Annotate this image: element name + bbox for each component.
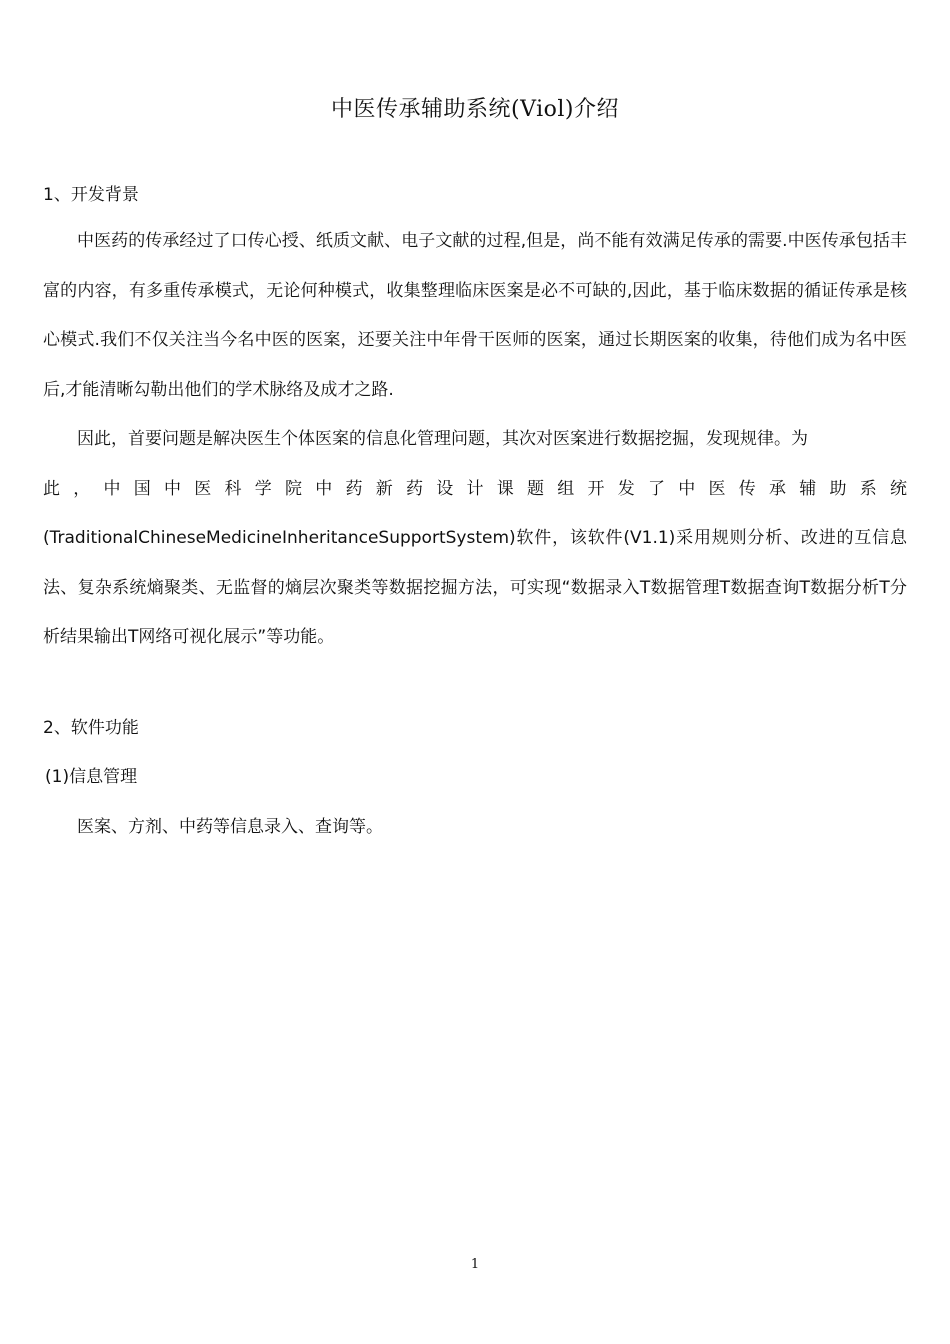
subsection-heading-info-management: (1)信息管理	[45, 767, 138, 787]
page-number: 1	[470, 1257, 480, 1272]
paragraph-line-distributed: 此 ， 中 国 中 医 科 学 院 中 药 新 药 设 计 课 题 组 开 发 了 中 医 传 承 辅 助 系 统	[43, 478, 907, 499]
paragraph-body: (TraditionalChineseMedicineInheritanceSupportSystem)软件，该软件(V1.1)采用规则分析、改进的互信息法、复杂系统熵聚类、无监督的熵层次聚类等数据挖掘方法，可实现“数据录入T数据管理T数据查询T数据分析T分析结果输出T网络可视化展示”等功能。	[43, 528, 907, 647]
paragraph-line: 因此，首要问题是解决医生个体医案的信息化管理问题，其次对医案进行数据挖掘，发现规律。为	[77, 429, 808, 449]
function-description: 医案、方剂、中药等信息录入、查询等。	[77, 817, 383, 837]
section-heading-functions: 2、软件功能	[43, 718, 139, 738]
paragraph-background: 中医药的传承经过了口传心授、纸质文献、电子文献的过程,但是，尚不能有效满足传承的需要.中医传承包括丰富的内容，有多重传承模式，无论何种模式，收集整理临床医案是必不可缺的,因此，基于临床数据的循证传承是核心模式.我们不仅关注当今名中医的医案，还要关注中年骨干医师的医案，通过长期医案的收集，待他们成为名中医后,才能清晰勾勒出他们的学术脉络及成才之路.	[43, 231, 907, 400]
paragraph-development	[43, 415, 907, 663]
section-heading-background: 1、开发背景	[43, 185, 139, 205]
document-title: 中医传承辅助系统(Viol)介绍	[331, 97, 619, 122]
